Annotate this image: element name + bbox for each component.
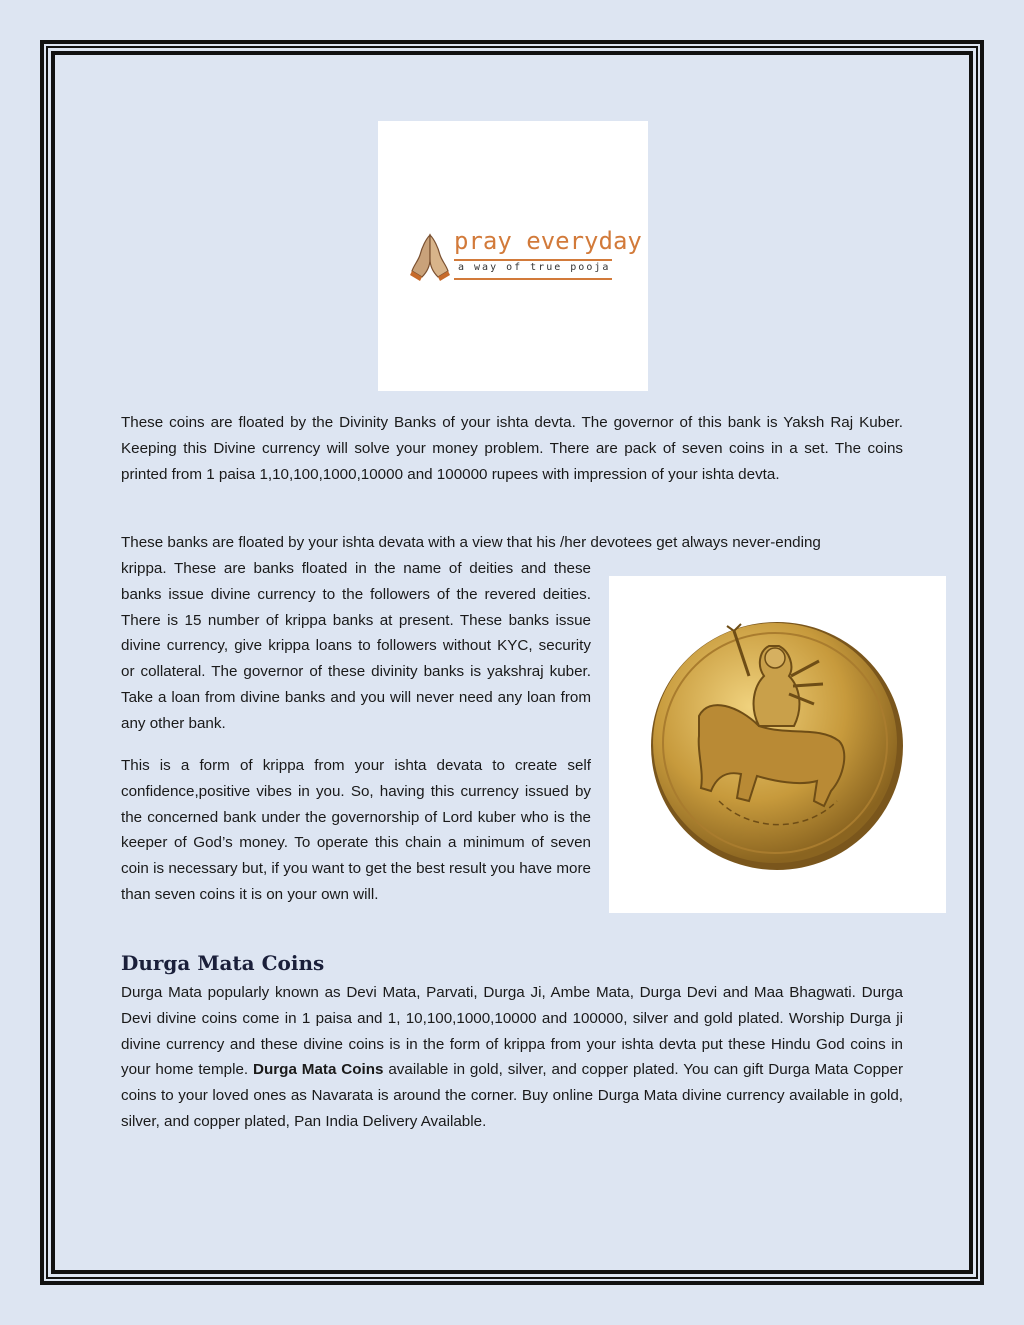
- praying-hands-icon: [408, 229, 452, 281]
- logo-tagline: a way of true pooja: [458, 262, 611, 273]
- paragraph-intro: These coins are floated by the Divinity Banks of your ishta devta. The governor of this bank is Yaksh Raj Kuber. Keeping this Divine currency will solve your money problem. There are pack of seven coins in a set. The coins printed from 1 paisa 1,10,100,1000,10000 and 100000 rupees with impression of your ishta devta.: [121, 414, 903, 483]
- paragraph-banks: krippa. These are banks floated in the name of deities and these banks issue divine currency to the followers of the revered deities. There is 15 number of krippa banks at present. These banks issue divine currency, give krippa loans to followers without KYC, security or collateral. The governor of these divinity banks is yakshraj kuber. Take a loan from divine banks and you will never need any loan from any other bank.: [121, 560, 591, 732]
- durga-text-before: Durga Mata popularly known as Devi Mata, Parvati, Durga Ji, Ambe Mata, Durga Devi and Maa Bhagwati. Durga Devi divine coins come in 1 paisa and 1, 10,100,1000,10000 and 100000, silver and gold plated. Worship Durga ji divine currency and these divine coins is in the form of krippa from your ishta devta put these Hindu God coins in your home temple.: [121, 984, 903, 1079]
- logo-rule-top: [454, 259, 612, 261]
- logo-rule-bottom: [454, 278, 612, 280]
- section-heading: Durga Mata Coins: [121, 951, 325, 975]
- durga-text-after: available in gold, silver, and copper plated. You can gift Durga Mata Copper coins to your loved ones as Navarata is around the corner. Buy online Durga Mata divine currency available in gold, silver, and copper plated, Pan India Delivery Available.: [121, 1061, 903, 1130]
- brand-logo: [378, 121, 648, 391]
- durga-text-bold: Durga Mata Coins: [253, 1061, 384, 1079]
- paragraph-krippa: This is a form of krippa from your ishta devata to create self confidence,positive vibes in you. So, having this currency issued by the concerned bank under the governorship of Lord kuber who is the keeper of God’s money. To operate this chain a minimum of seven coin is necessary but, if you want to get the best result you have more than seven coins it is on your own will.: [121, 757, 591, 903]
- logo-title: pray everyday: [454, 227, 642, 255]
- paragraph-banks-first-line: These banks are floated by your ishta devata with a view that his /her devotees get always never-ending: [121, 534, 821, 551]
- paragraph-durga-mata: [121, 980, 903, 1135]
- durga-coin-image: [609, 576, 946, 913]
